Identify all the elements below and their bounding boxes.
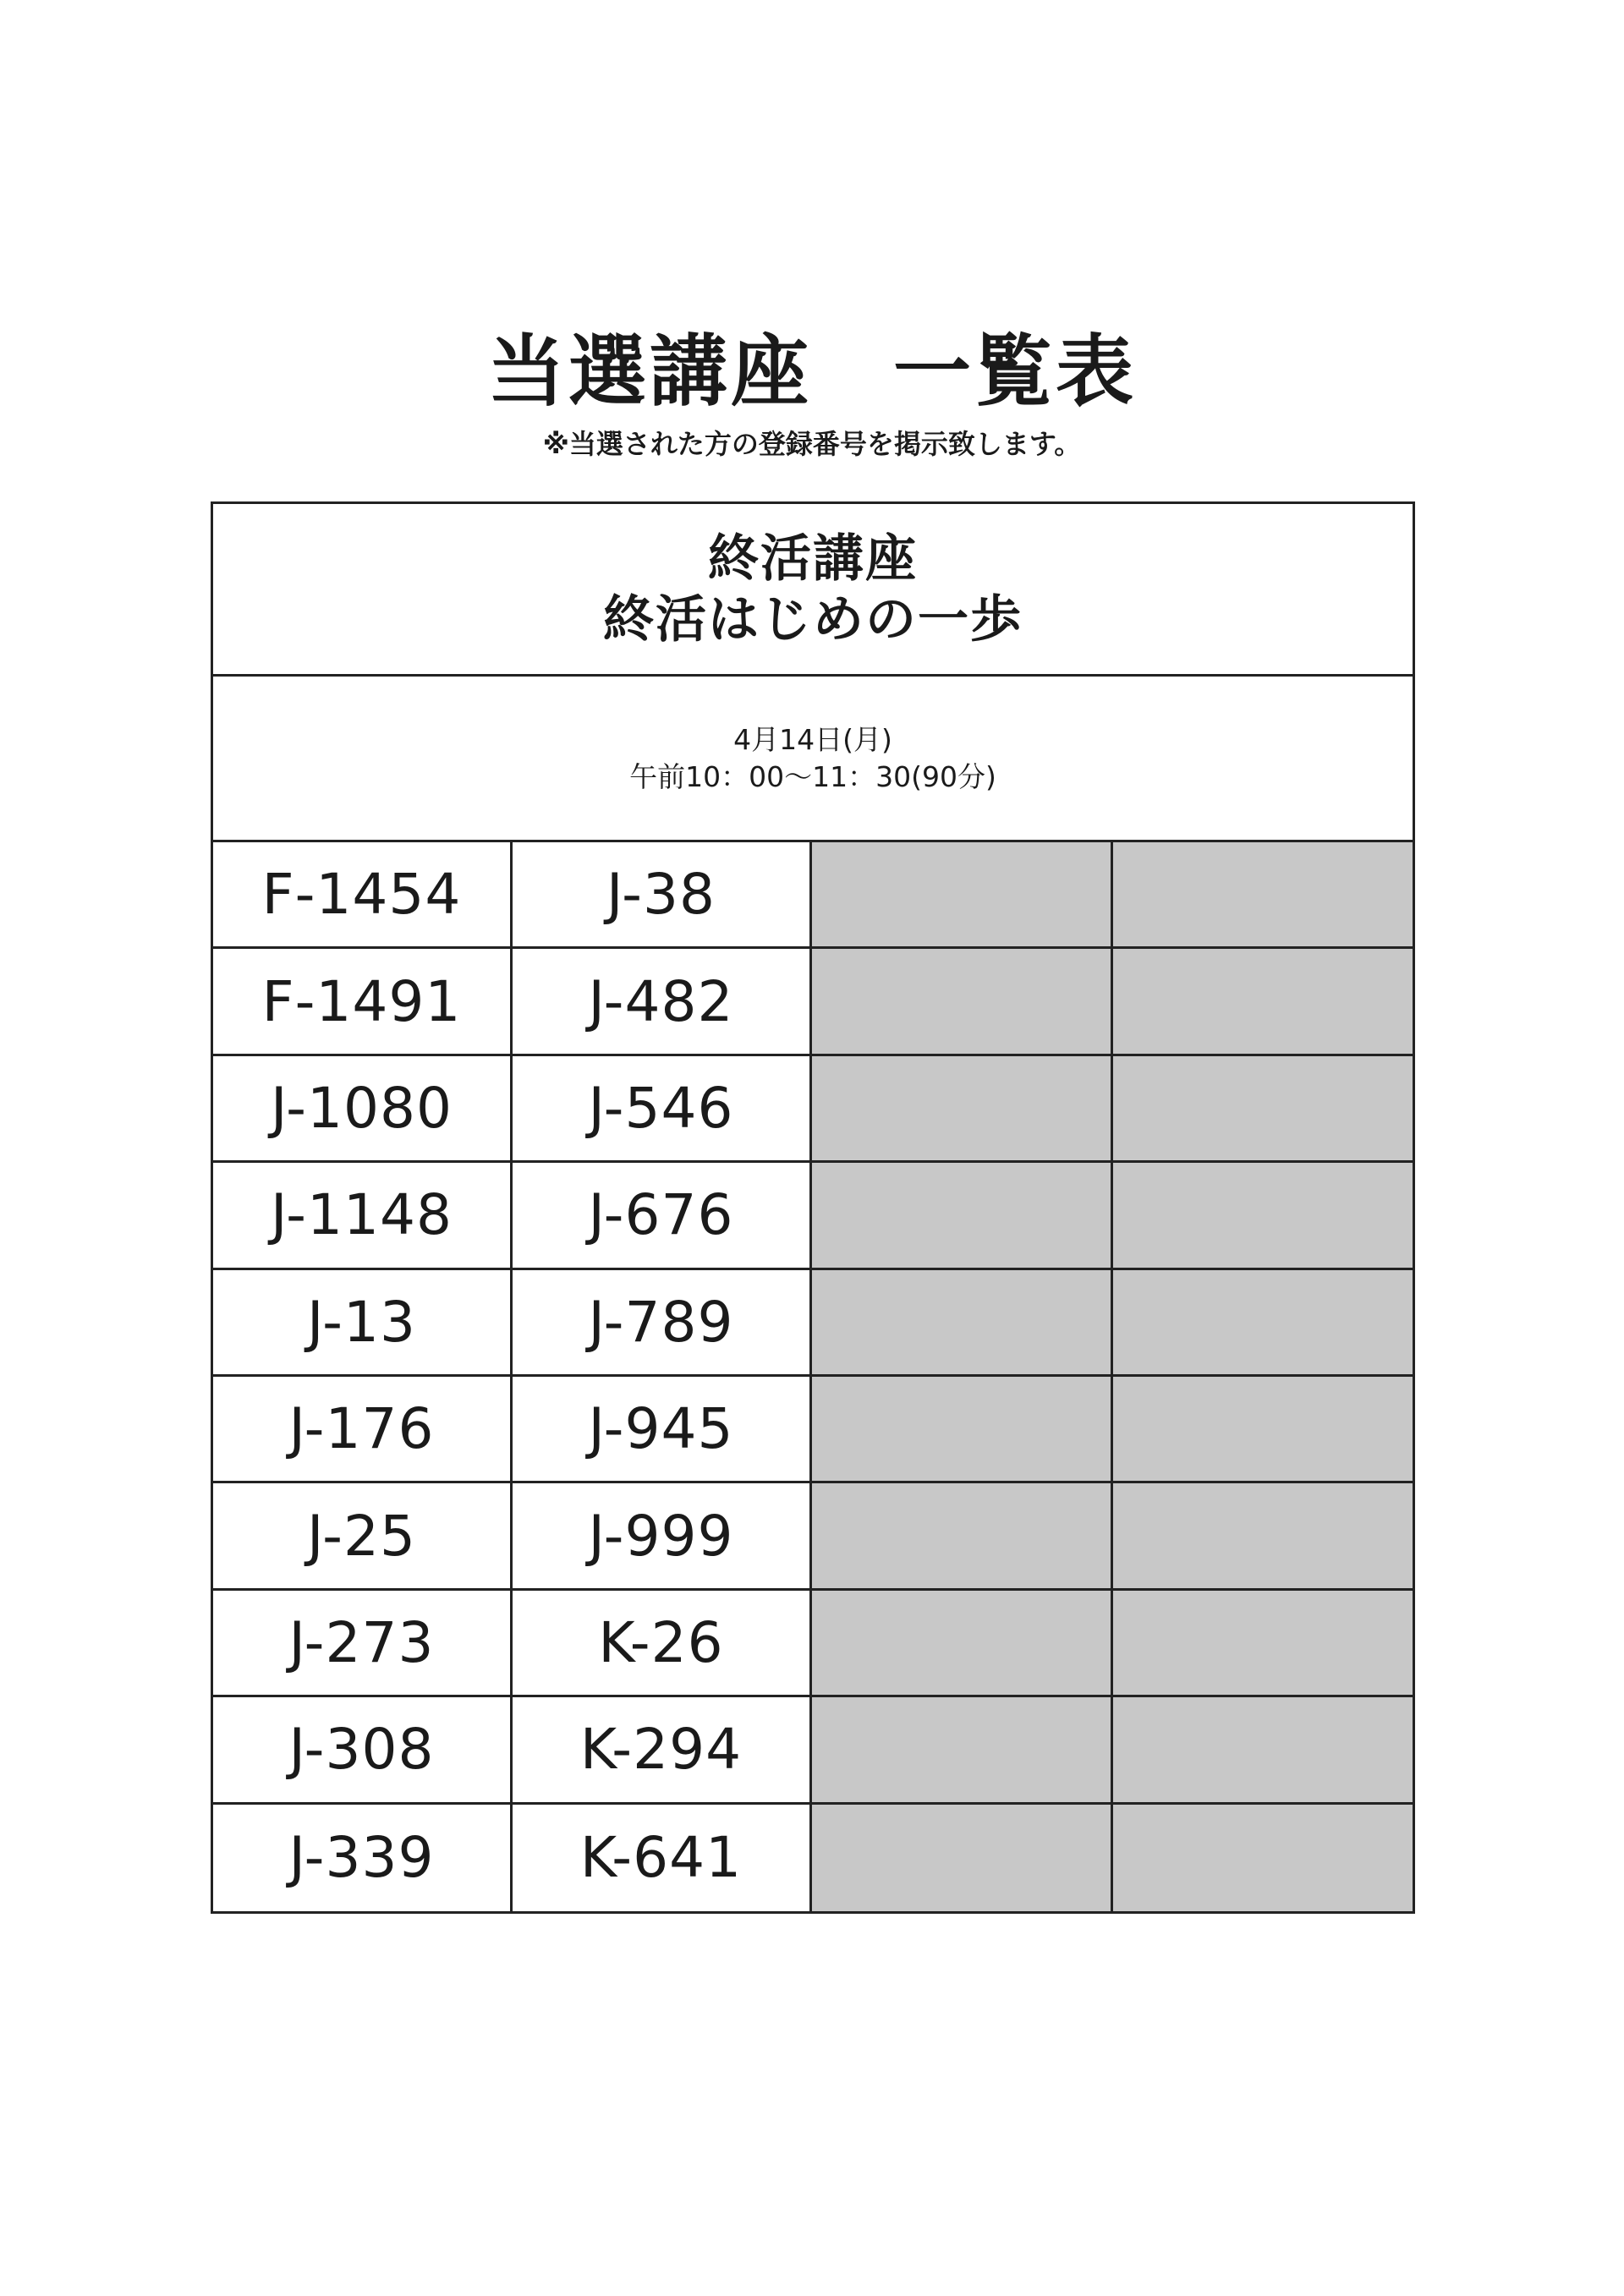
registration-number: K-26 [513,1591,812,1697]
course-date: 4月14日(月) [733,722,892,756]
blank-shaded-cell [1113,1805,1413,1911]
page-note: ※当選された方の登録番号を掲示致します。 [542,428,1082,460]
registration-number: F-1454 [213,842,513,949]
registration-number: J-176 [213,1377,513,1483]
registration-number: J-273 [213,1591,513,1697]
registration-number: F-1491 [213,949,513,1055]
blank-shaded-cell [812,1056,1113,1163]
registration-number: K-294 [513,1697,812,1804]
registration-number: J-482 [513,949,812,1055]
blank-shaded-cell [1113,949,1413,1055]
page-title: 当選講座 一覧表 [486,326,1137,417]
registration-number: J-13 [213,1270,513,1377]
registration-number: J-676 [513,1163,812,1269]
registration-number: J-38 [513,842,812,949]
blank-shaded-cell [812,949,1113,1055]
blank-shaded-cell [1113,1270,1413,1377]
winners-table [211,501,1415,1914]
course-header [213,504,1413,677]
registration-number: J-1148 [213,1163,513,1269]
blank-shaded-cell [1113,1163,1413,1269]
registration-number: J-339 [213,1805,513,1911]
registration-number: J-999 [513,1483,812,1590]
blank-shaded-cell [812,1270,1113,1377]
registration-number: J-25 [213,1483,513,1590]
course-time: 午前10：00～11：30(90分) [629,759,996,793]
blank-shaded-cell [812,1377,1113,1483]
course-category: 終活講座 [708,529,918,589]
blank-shaded-cell [1113,1056,1413,1163]
blank-shaded-cell [1113,1377,1413,1483]
blank-shaded-cell [812,1697,1113,1804]
blank-shaded-cell [1113,1591,1413,1697]
registration-number: K-641 [513,1805,812,1911]
blank-shaded-cell [812,1163,1113,1269]
blank-shaded-cell [1113,1697,1413,1804]
registration-number: J-546 [513,1056,812,1163]
registration-number: J-789 [513,1270,812,1377]
blank-shaded-cell [1113,1483,1413,1590]
course-schedule [213,677,1413,842]
registration-number: J-308 [213,1697,513,1804]
blank-shaded-cell [812,842,1113,949]
blank-shaded-cell [1113,842,1413,949]
registration-number-grid [213,842,1413,1911]
blank-shaded-cell [812,1805,1113,1911]
course-name: 終活はじめの一歩 [603,589,1023,649]
registration-number: J-1080 [213,1056,513,1163]
blank-shaded-cell [812,1591,1113,1697]
registration-number: J-945 [513,1377,812,1483]
blank-shaded-cell [812,1483,1113,1590]
